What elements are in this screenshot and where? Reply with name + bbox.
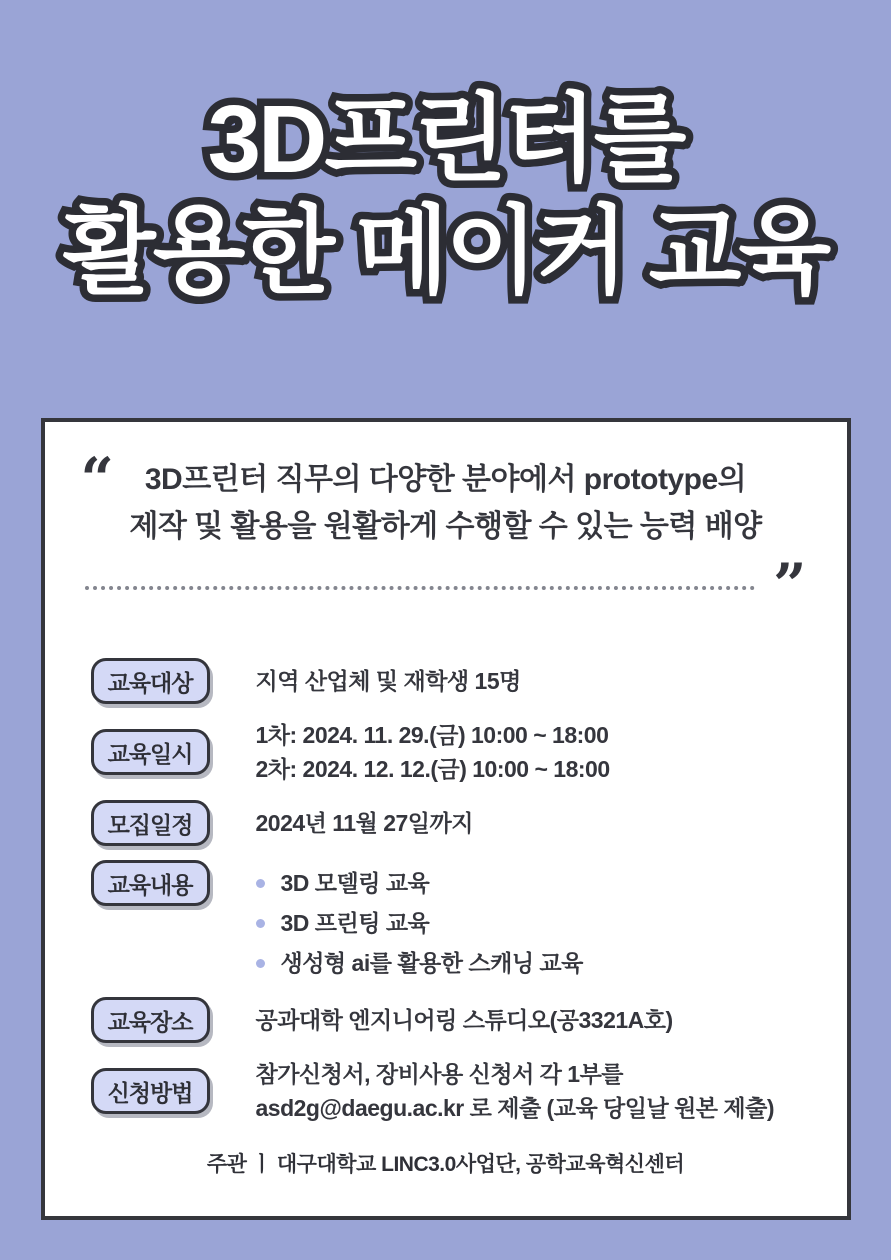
row-label-badge: 교육일시 <box>91 729 210 775</box>
info-row <box>91 997 823 1043</box>
bullet-item <box>256 863 583 903</box>
info-row <box>91 800 823 846</box>
value-line: 2차: 2024. 12. 12.(금) 10:00 ~ 18:00 <box>255 756 610 782</box>
bullet-dot-icon <box>256 879 265 888</box>
bullet-dot-icon <box>256 959 265 968</box>
info-row <box>91 1057 823 1125</box>
row-value <box>256 860 583 983</box>
row-value <box>256 664 521 698</box>
value-line: 참가신청서, 장비사용 신청서 각 1부를 <box>255 1061 624 1087</box>
poster-title-line-2: 활용한 메이커 교육 활용한 메이커 교육 <box>0 196 891 308</box>
bullet-dot-icon <box>256 919 265 928</box>
info-row <box>91 718 823 786</box>
poster-title <box>0 0 891 308</box>
row-value <box>256 1057 775 1125</box>
close-quote-icon: ” <box>773 551 807 619</box>
open-quote-icon: “ <box>80 445 114 513</box>
info-row <box>91 658 823 704</box>
footer-organizer: 주관 ㅣ 대구대학교 LINC3.0사업단, 공학교육혁신센터 <box>206 1153 685 1176</box>
poster-title-line-1: 3D프린터를 3D프린터를 <box>0 84 891 196</box>
quote-block <box>45 422 847 619</box>
bullet-item <box>256 903 583 943</box>
value-line: asd2g@daegu.ac.kr 로 제출 (교육 당일날 원본 제출) <box>255 1095 775 1121</box>
bullet-text: 3D 모델링 교육 <box>280 870 430 896</box>
row-label-badge: 교육내용 <box>91 860 210 906</box>
row-label-badge: 교육대상 <box>91 658 210 704</box>
dotted-divider <box>85 586 755 590</box>
bullet-item <box>256 943 583 983</box>
quote-divider-row <box>85 551 807 619</box>
value-line: 2024년 11월 27일까지 <box>255 810 473 836</box>
value-line: 지역 산업체 및 재학생 15명 <box>255 668 521 694</box>
bullet-text: 생성형 ai를 활용한 스캐닝 교육 <box>280 950 583 976</box>
row-value <box>256 718 610 786</box>
row-value <box>256 1003 673 1037</box>
info-card <box>41 418 851 1220</box>
row-label-badge: 신청방법 <box>91 1068 210 1114</box>
row-label-badge: 모집일정 <box>91 800 210 846</box>
quote-line-1: 3D프린터 직무의 다양한 분야에서 prototype의 <box>144 463 747 496</box>
quote-line-2: 제작 및 활용을 원활하게 수행할 수 있는 능력 배양 <box>129 510 762 543</box>
info-rows <box>91 658 823 1125</box>
row-label-badge: 교육장소 <box>91 997 210 1043</box>
value-line: 공과대학 엔지니어링 스튜디오(공3321A호) <box>255 1007 673 1033</box>
bullet-text: 3D 프린팅 교육 <box>280 910 430 936</box>
quote-text <box>45 456 847 550</box>
value-line: 1차: 2024. 11. 29.(금) 10:00 ~ 18:00 <box>255 722 609 748</box>
row-value <box>256 806 473 840</box>
info-row <box>91 860 823 983</box>
